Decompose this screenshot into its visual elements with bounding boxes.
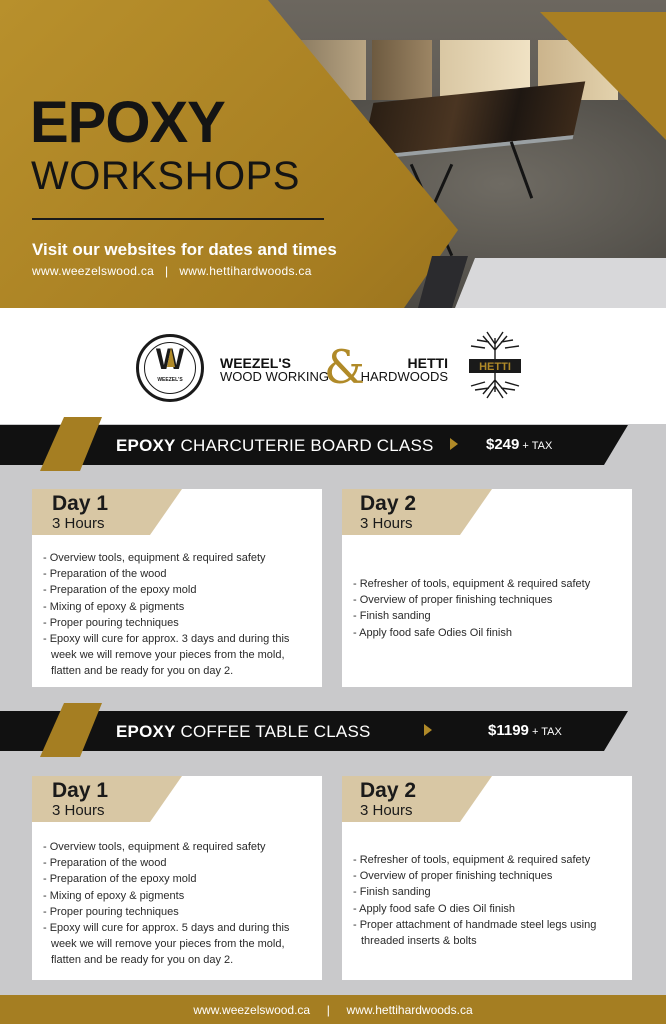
hero-website-links[interactable]: www.weezelswood.ca | www.hettihardwoods.ca	[32, 264, 312, 278]
day-hours: 3 Hours	[360, 515, 413, 532]
list-item: - Preparation of the wood	[43, 857, 167, 870]
weezels-brand-sub: WOOD WORKING	[220, 369, 330, 384]
list-item: - Overview tools, equipment & required safety	[43, 552, 266, 564]
tree-icon	[167, 347, 175, 367]
day-hours: 3 Hours	[52, 515, 105, 532]
list-item: - Preparation of the epoxy mold	[43, 873, 197, 886]
class-banner-charcuterie	[0, 425, 666, 465]
day-card-charcuterie-day1	[32, 489, 322, 687]
day-card-coffee-day1	[32, 776, 322, 980]
class-price	[486, 436, 552, 453]
day-item-list	[353, 576, 625, 641]
list-item: - Apply food safe Odies Oil finish	[353, 626, 512, 639]
class-title	[116, 722, 371, 742]
day-label: Day 1	[52, 779, 109, 802]
arrow-right-icon	[424, 724, 432, 736]
list-item: - Epoxy will cure for approx. 3 days and during this week we will remove your pieces from the mold, flatten and be ready for you on day 2.	[43, 633, 290, 678]
day-label: Day 2	[360, 779, 417, 802]
arrow-right-icon	[450, 438, 458, 450]
list-item: - Proper pouring techniques	[43, 905, 179, 918]
list-item: - Mixing of epoxy & pigments	[43, 600, 185, 613]
hero-divider	[32, 218, 324, 220]
class-price	[488, 722, 562, 739]
class-banner-coffee-table	[0, 711, 666, 751]
ampersand: &	[324, 340, 365, 394]
list-item: - Apply food safe O dies Oil finish	[353, 902, 516, 915]
price-value: $1199	[488, 722, 529, 739]
hero-visit-text: Visit our websites for dates and times	[32, 240, 337, 259]
list-item: - Overview of proper finishing techniques	[353, 870, 553, 883]
hero-banner	[0, 0, 666, 308]
footer-website-links[interactable]: www.weezelswood.ca | www.hettihardwoods.ca	[193, 1003, 473, 1017]
day-item-list	[43, 839, 309, 969]
weezels-logo-caption: WEEZEL'S	[157, 377, 183, 383]
day-card-coffee-day2	[342, 776, 632, 980]
day-label: Day 1	[52, 492, 109, 515]
day-item-list	[43, 550, 309, 680]
hetti-brand-sub: HARDWOODS	[360, 369, 448, 384]
list-item: - Finish sanding	[353, 886, 431, 899]
wood-slab-image	[372, 40, 432, 106]
list-item: - Preparation of the wood	[43, 568, 167, 581]
list-item: - Preparation of the epoxy mold	[43, 584, 197, 597]
list-item: - Finish sanding	[353, 610, 431, 623]
day-item-list	[353, 852, 625, 949]
class-title	[116, 436, 434, 456]
list-item: - Epoxy will cure for approx. 5 days and during this week we will remove your pieces from the mold, flatten and be ready for you on day 2.	[43, 922, 290, 967]
list-item: - Overview of proper finishing techniques	[353, 594, 553, 607]
day-card-charcuterie-day2	[342, 489, 632, 687]
class-title-rest: CHARCUTERIE BOARD CLASS	[175, 436, 434, 455]
class-title-bold: EPOXY	[116, 722, 176, 741]
price-value: $249	[486, 436, 520, 453]
class-title-rest: COFFEE TABLE CLASS	[175, 722, 371, 741]
list-item: - Refresher of tools, equipment & required safety	[353, 854, 591, 866]
hetti-logo-mark: HETTI	[479, 361, 511, 373]
list-item: - Refresher of tools, equipment & required safety	[353, 578, 591, 590]
weezels-brand-name: WEEZEL'S	[220, 355, 291, 371]
day-label: Day 2	[360, 492, 417, 515]
hero-subtitle: WORKSHOPS	[31, 154, 300, 198]
list-item: - Proper attachment of handmade steel legs using threaded inserts & bolts	[353, 918, 597, 948]
hero-title: EPOXY	[30, 90, 225, 155]
list-item: - Proper pouring techniques	[43, 616, 179, 629]
day-hours: 3 Hours	[360, 802, 413, 819]
list-item: - Mixing of epoxy & pigments	[43, 889, 185, 902]
day-hours: 3 Hours	[52, 802, 105, 819]
hetti-tree-logo	[463, 330, 527, 400]
price-tax: + TAX	[519, 440, 553, 452]
list-item: - Overview tools, equipment & required safety	[43, 841, 266, 853]
price-tax: + TAX	[528, 726, 562, 738]
class-title-bold: EPOXY	[116, 436, 176, 455]
hetti-brand-name: HETTI	[407, 355, 448, 371]
weezels-logo-mark: W	[155, 343, 179, 376]
footer-bar	[0, 995, 666, 1024]
weezels-logo	[136, 334, 204, 402]
